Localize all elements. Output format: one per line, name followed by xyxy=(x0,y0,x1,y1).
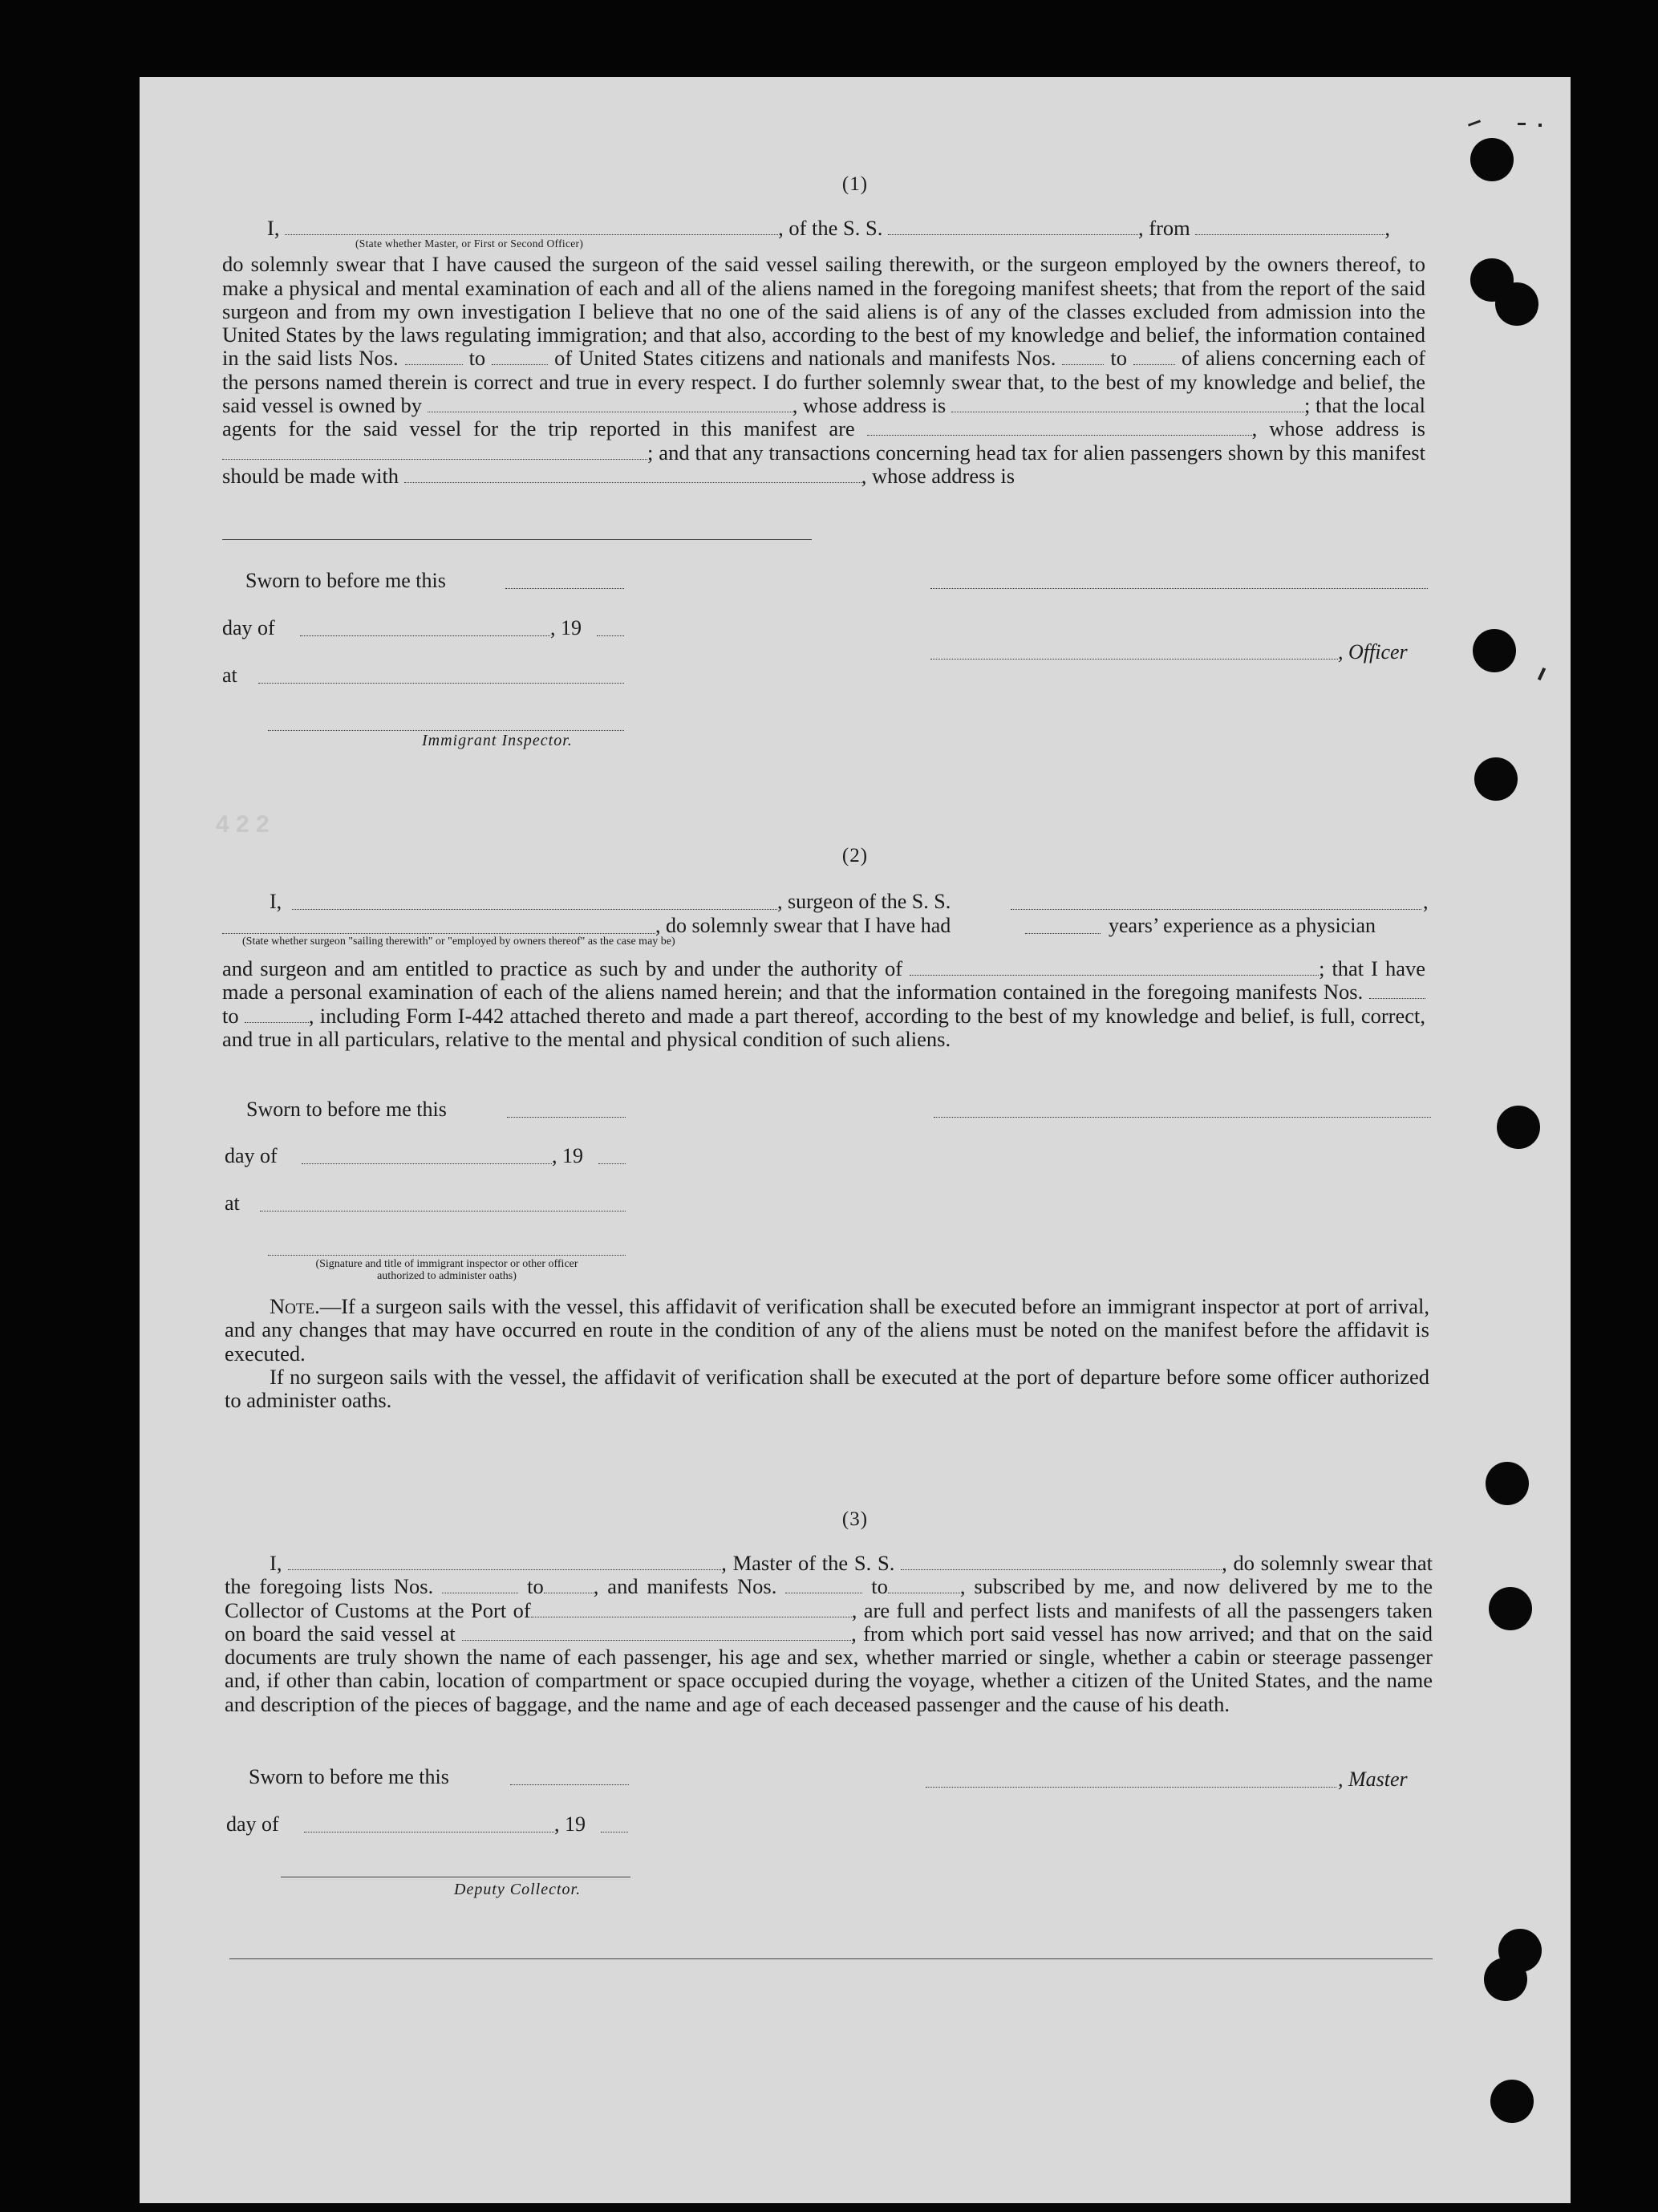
manifests-to-field-3[interactable] xyxy=(888,1592,960,1593)
binder-hole xyxy=(1489,1587,1532,1630)
head-tax-text: ; and that any transactions concerning head tax for alien passengers shown by this manifest should be made with xyxy=(222,440,1425,488)
binder-hole xyxy=(1484,1958,1527,2001)
month-field-1[interactable] xyxy=(300,635,550,636)
binder-hole xyxy=(1473,629,1516,672)
day-of-label-1: day of xyxy=(222,616,275,639)
oath-i-3: I, xyxy=(270,1551,282,1575)
whose-address-label-2: whose address is xyxy=(1269,416,1425,441)
note-block xyxy=(225,1295,1429,1412)
semicolon-2: ; xyxy=(1319,956,1325,980)
years-field[interactable] xyxy=(1025,932,1101,934)
master-of-label: , Master of the S. S. xyxy=(721,1551,895,1575)
manifests-to-field-2[interactable] xyxy=(245,1021,309,1023)
section-3-oath xyxy=(225,1552,1433,1716)
from-label: , from xyxy=(1138,216,1190,240)
manifests-text: manifests of all the passengers taken on board the said vessel at xyxy=(225,1597,1433,1646)
sworn-date-field-1[interactable] xyxy=(505,587,624,589)
oath-paragraph-2a: of United States citizens and nationals and manifests Nos. xyxy=(554,346,1056,371)
binder-hole xyxy=(1490,2080,1534,2123)
section-1-number: (1) xyxy=(841,173,869,195)
inspector-caption: Immigrant Inspector. xyxy=(422,732,573,749)
form-text: , including Form I-442 attached thereto and made a part thereof, according to the best of my knowledge and belief, is full, correct, and true in all particulars, relative to the mental and physical condition of such aliens. xyxy=(222,1003,1426,1051)
agents-address-field[interactable] xyxy=(222,458,647,460)
agents-text: that the local agents for the said vessel for the trip reported in this manifest are xyxy=(222,393,1425,441)
year-label-2: , 19 xyxy=(552,1144,583,1167)
officer-signature-field-2[interactable] xyxy=(268,1254,626,1256)
deputy-signature-field[interactable] xyxy=(281,1876,630,1877)
lists-from-field[interactable] xyxy=(405,363,463,365)
lists-to-field-3[interactable] xyxy=(544,1592,594,1593)
officer-signature-field[interactable] xyxy=(930,587,1428,589)
to-label: to xyxy=(468,346,486,371)
to-label-3: to xyxy=(527,1574,544,1599)
officer-rank-field[interactable] xyxy=(285,233,778,235)
section-2-number: (2) xyxy=(841,845,869,867)
faded-stamp-text: 4 2 2 xyxy=(216,811,270,838)
years-label: years’ experience as a physician xyxy=(1109,914,1376,937)
oath-i-2: I, xyxy=(270,890,282,913)
sworn-label-1: Sworn to before me this xyxy=(245,569,446,592)
binder-hole xyxy=(1497,1106,1540,1149)
solemnly-label: , do solemnly swear that I have had xyxy=(655,914,951,937)
year-field-1[interactable] xyxy=(597,635,624,636)
whose-address-label: , whose address is xyxy=(792,393,947,418)
surgeon-type-field[interactable] xyxy=(222,932,655,934)
solemnly-label-3: , do solemnly xyxy=(1222,1551,1339,1575)
owner-field[interactable] xyxy=(428,411,793,412)
semicolon: ; xyxy=(1303,393,1311,418)
swear-text: swear that the foregoing lists Nos. xyxy=(225,1551,1433,1599)
surgeon-type-hint: (State whether surgeon "sailing therewith" or "employed by owners thereof" as the case may be) xyxy=(242,936,675,948)
binder-hole xyxy=(1470,138,1514,181)
master-oath-text: port said vessel has now arrived; and that on the said documents are truly shown the name of each passenger, his age and sex, whether married or single, whether a cabin or steerage passenger and, if other than cabin, location of compartment or space occupied during the voyage, whether a citizen of the United States, and the name and description of the pieces of baggage, and the name and age of each deceased passenger and the cause of his death. xyxy=(225,1621,1433,1716)
to-label: to xyxy=(1110,346,1128,371)
sworn-date-field-2[interactable] xyxy=(507,1116,626,1118)
oath-i: I, xyxy=(267,216,280,240)
scan-mark xyxy=(1518,123,1526,125)
inspector-signature-field[interactable] xyxy=(268,729,624,731)
oath-paragraph-2b: of aliens concerning each of the persons named therein is correct and true in every respect. I do further solemnly swear that, to the best of my knowledge and belief, the said vessel is owned by xyxy=(222,346,1426,418)
and-manifests-label: , and manifests Nos. xyxy=(593,1574,777,1599)
address-line[interactable] xyxy=(222,538,812,540)
day-of-label-3: day of xyxy=(226,1812,279,1836)
officer-label: , Officer xyxy=(1338,640,1408,664)
oath-paragraph: do solemnly swear that I have caused the surgeon of the said vessel sailing therewith, or the surgeon employed by the owners thereof, to make a physical and mental examination of each and all of the aliens named in the foregoing manifest sheets; that from the report of the said surgeon and from my own investigation I believe that no one of the said aliens is of any of the classes excluded from admission into the United States by the laws regulating immigration; and that also, according to the best of my knowledge and belief, the information contained in the said lists Nos. xyxy=(222,252,1425,371)
to-label-3b: to xyxy=(871,1574,888,1599)
manifests-from-field-2[interactable] xyxy=(1369,997,1425,999)
month-field-3[interactable] xyxy=(304,1831,554,1833)
bottom-rule xyxy=(229,1958,1433,1959)
at-label-1: at xyxy=(222,664,237,687)
officer-name-field[interactable] xyxy=(930,658,1338,660)
day-of-label-2: day of xyxy=(225,1144,278,1167)
lists-from-field-3[interactable] xyxy=(442,1592,518,1593)
binder-hole xyxy=(1486,1462,1529,1505)
head-tax-agent-field[interactable] xyxy=(404,481,861,483)
sworn-date-field-3[interactable] xyxy=(510,1784,629,1785)
master-name-field[interactable] xyxy=(288,1569,721,1570)
form-sheet xyxy=(140,77,1571,2203)
master-label: , Master xyxy=(1338,1768,1408,1791)
sworn-label-2: Sworn to before me this xyxy=(246,1098,447,1121)
section-1-oath xyxy=(222,217,1425,488)
vessel-name-field-3[interactable] xyxy=(901,1569,1222,1570)
of-ss-label: , of the S. S. xyxy=(778,216,883,240)
scan-mark xyxy=(1538,124,1542,127)
binder-hole xyxy=(1495,282,1538,326)
at-field-2[interactable] xyxy=(260,1210,626,1212)
year-label-1: , 19 xyxy=(550,616,582,639)
year-label-3: , 19 xyxy=(554,1812,586,1836)
signature-hint: (Signature and title of immigrant inspector or other officer authorized to administer oaths) xyxy=(315,1258,578,1282)
to-label-2: to xyxy=(222,1003,239,1028)
from-which-label: , from which xyxy=(851,1621,963,1646)
whose-address-label-3: , whose address is xyxy=(861,463,1015,488)
are-full-label: , are full and perfect lists and xyxy=(851,1597,1108,1622)
note-text-1: —If a surgeon sails with the vessel, this affidavit of verification shall be executed before an immigrant inspector at port of arrival, and any changes that may have occurred en route in the condition of any of the aliens must be noted on the manifest before the affidavit is executed. xyxy=(225,1294,1429,1366)
line-end: , xyxy=(1384,216,1391,240)
manifests-from-field[interactable] xyxy=(1062,363,1104,365)
authority-field[interactable] xyxy=(910,974,1319,976)
surgeon-of-label: , surgeon of the S. S. xyxy=(777,890,951,913)
surgeon-signature-field[interactable] xyxy=(934,1116,1431,1118)
rank-hint: (State whether Master, or First or Second Officer) xyxy=(355,237,584,250)
owner-address-field[interactable] xyxy=(951,411,1304,412)
agents-field[interactable] xyxy=(867,434,1252,436)
year-field-3[interactable] xyxy=(601,1831,628,1833)
section-3-number: (3) xyxy=(841,1508,869,1530)
comma: , xyxy=(1251,416,1258,441)
vessel-name-field[interactable] xyxy=(888,233,1138,235)
year-field-2[interactable] xyxy=(598,1163,626,1164)
manifests-from-field-3[interactable] xyxy=(785,1592,862,1593)
vessel-name-field-2[interactable] xyxy=(1011,908,1421,910)
master-signature-field[interactable] xyxy=(926,1786,1336,1788)
from-port-field[interactable] xyxy=(1195,233,1384,235)
subscribed-label: , subscribed by me, and now xyxy=(959,1574,1220,1599)
note-text-2: If no surgeon sails with the vessel, the affidavit of verification shall be executed at the port of departure before some officer authorized to administer oaths. xyxy=(225,1364,1429,1413)
month-field-2[interactable] xyxy=(302,1163,552,1164)
section-2-oath xyxy=(222,957,1425,1051)
note-label: Note. xyxy=(270,1294,320,1318)
at-field-1[interactable] xyxy=(258,682,624,684)
binder-hole xyxy=(1474,757,1518,801)
boarding-port-field[interactable] xyxy=(462,1639,851,1641)
authority-text: and surgeon and am entitled to practice as such by and under the authority of xyxy=(222,956,903,980)
lists-to-field[interactable] xyxy=(492,363,548,365)
sworn-label-3: Sworn to before me this xyxy=(249,1765,449,1788)
port-field[interactable] xyxy=(531,1616,852,1617)
examination-text: that I have made a personal examination of each of the aliens named herein; and that the information contained in the foregoing manifests Nos. xyxy=(222,956,1426,1005)
deputy-caption: Deputy Collector. xyxy=(454,1881,582,1898)
line-end-2: , xyxy=(1423,890,1429,913)
at-label-2: at xyxy=(225,1191,240,1215)
surgeon-name-field[interactable] xyxy=(292,908,777,910)
manifests-to-field[interactable] xyxy=(1133,363,1175,365)
delivered-text: delivered by me to the Collector of Customs at the Port of xyxy=(225,1574,1433,1622)
